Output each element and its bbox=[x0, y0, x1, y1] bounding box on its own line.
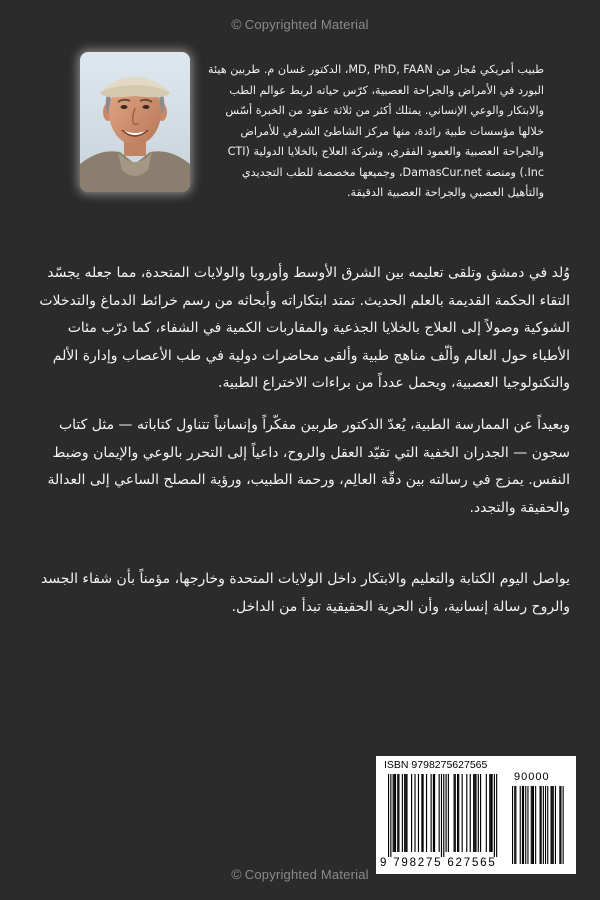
barcode-bar bbox=[462, 774, 463, 852]
isbn-label: ISBN 9798275627565 bbox=[384, 759, 488, 771]
barcode-bar bbox=[446, 774, 447, 852]
paragraph-writings: وبعيداً عن الممارسة الطبية، يُعدّ الدكتور طربين مفكّراً وإنسانياً تتناول كتاباته — مثل كتاب سجون — الجدران الخفية التي تقيّد العقل والروح، داعياً إلى التحرر بالوعي والإيمان وضبط النفس. يمزج في رسالته بين دقّة العالِم، ورحمة الطبيب، ورؤية المصلح الساعي إلى العدالة والحقيقة والتجدد. bbox=[47, 417, 570, 516]
barcode-bar bbox=[552, 786, 553, 864]
barcode-bar bbox=[397, 774, 398, 852]
barcode-bar bbox=[541, 786, 542, 864]
barcode-bar bbox=[433, 774, 434, 852]
paragraph-background: وُلد في دمشق وتلقى تعليمه بين الشرق الأوسط وأوروبا والولايات المتحدة، مما جعله يجسّد التقاء الحكمة القديمة بالعلم الحديث. تمتد ابتكاراته وأبحاثه من رسم خرائط الدماغ والتدخلات الشوكية وصولاً إلى العلاج بالخلايا الجذعية والمقاربات الكمية في الشفاء، كما درّب مئات الأطباء حول العالم وألّف مناهج طبية وألقى محاضرات دولية في طب الأعصاب وإدارة الألم والتكنولوجيا العصبية، ويحمل عدداً من براءات الاختراع الطبية. bbox=[39, 265, 570, 392]
barcode-bar bbox=[411, 774, 412, 852]
barcode-bar bbox=[418, 774, 419, 852]
barcode-bar bbox=[490, 774, 491, 852]
barcode-bar bbox=[458, 774, 459, 852]
barcode-bar bbox=[515, 786, 516, 864]
barcode-bar bbox=[535, 786, 536, 864]
barcode-bar bbox=[492, 774, 493, 852]
barcode-bar bbox=[555, 786, 556, 864]
barcode-bar bbox=[390, 774, 391, 857]
barcode-bar bbox=[414, 774, 415, 852]
barcode-bar bbox=[457, 774, 458, 852]
barcode-bar bbox=[402, 774, 403, 852]
barcode-bar bbox=[531, 786, 532, 864]
barcode-bar bbox=[423, 774, 424, 852]
author-photo bbox=[80, 52, 190, 192]
barcode-bar bbox=[551, 786, 552, 864]
barcode-bar bbox=[559, 786, 560, 864]
author-portrait-image bbox=[80, 52, 190, 192]
copyright-watermark-bottom bbox=[0, 866, 600, 882]
barcode-bar bbox=[475, 774, 476, 852]
barcode-bar bbox=[395, 774, 396, 852]
barcode-bar bbox=[486, 774, 487, 852]
barcode-bar bbox=[478, 774, 479, 852]
watermark-text: Copyrighted Material bbox=[244, 867, 369, 882]
barcode-bar bbox=[553, 786, 554, 864]
copyright-watermark-top bbox=[0, 16, 600, 32]
barcode-bar bbox=[406, 774, 407, 852]
barcode-bar bbox=[525, 786, 526, 864]
barcode-bar bbox=[533, 786, 534, 864]
barcode-bar bbox=[454, 774, 455, 852]
barcode-bar bbox=[393, 774, 394, 852]
barcode-bar bbox=[398, 774, 399, 852]
barcode-bar bbox=[563, 786, 564, 864]
barcode-bar bbox=[421, 774, 422, 852]
barcode-bar bbox=[520, 786, 521, 864]
barcode-bar bbox=[494, 774, 495, 857]
barcode-bar bbox=[404, 774, 405, 852]
price-code: 90000 bbox=[514, 771, 550, 783]
barcode-bar bbox=[443, 774, 444, 857]
barcode-bar bbox=[474, 774, 475, 852]
barcode-bar bbox=[473, 774, 474, 852]
ean-digits: 9 798275 627565 bbox=[380, 857, 497, 869]
barcode-bar bbox=[512, 786, 513, 864]
barcode-bar bbox=[394, 774, 395, 852]
barcode-bar bbox=[527, 786, 528, 864]
barcode-bar bbox=[560, 786, 561, 864]
barcode-bar bbox=[426, 774, 427, 852]
barcode-bar bbox=[532, 786, 533, 864]
barcode-bar bbox=[405, 774, 406, 852]
barcode-bar bbox=[434, 774, 435, 852]
barcode-bar bbox=[480, 774, 481, 852]
barcode-bar bbox=[431, 774, 432, 852]
watermark-text: Copyrighted Material bbox=[244, 17, 369, 32]
barcode-bar bbox=[496, 774, 497, 857]
copyright-symbol: © bbox=[231, 16, 242, 32]
barcode-bar bbox=[547, 786, 548, 864]
barcode-bar bbox=[439, 774, 440, 852]
isbn-barcode-box bbox=[376, 756, 576, 874]
barcode-bar bbox=[523, 786, 524, 864]
barcode-bar bbox=[489, 774, 490, 852]
barcode-bar bbox=[466, 774, 467, 852]
barcode-bar bbox=[514, 786, 515, 864]
barcode-bar bbox=[543, 786, 544, 864]
paragraph-mission: يواصل اليوم الكتابة والتعليم والابتكار داخل الولايات المتحدة وخارجها، مؤمناً بأن شفاء الجسد والروح رسالة إنسانية، وأن الحرية الحقيقية تبدأ من الداخل. bbox=[40, 571, 570, 615]
barcode-bar bbox=[448, 774, 449, 852]
barcode-bar bbox=[441, 774, 442, 857]
barcode-bar bbox=[545, 786, 546, 864]
barcode-bar bbox=[540, 786, 541, 864]
barcode-bar bbox=[522, 786, 523, 864]
copyright-symbol: © bbox=[231, 866, 242, 882]
author-bio: طبيب أمريكي مُجاز من MD, PhD, FAAN، الدكتور غسان م. طربين هيئة البورد في الأمراض والجراحة العصبية، كرّس حياته لربط عوالم الطب والابتكار والوعي الإنساني. يمتلك أكثر من ثلاثة عقود من الخبرة أسّس خلالها مؤسسات طبية رائدة، منها مركز الشاطئ الشرقي للأمراض والجراحة العصبية والعمود الفقري، وشركة العلاج بالخلايا الدولية (CTI Inc.) ومنصة DamasCur.net، وجميعها مخصصة للطب التجديدي والتأهيل العصبي والجراحة العصبية الدقيقة. bbox=[208, 63, 544, 199]
barcode-bar bbox=[388, 774, 389, 857]
barcode-bar bbox=[470, 774, 471, 852]
barcode-bar bbox=[455, 774, 456, 852]
